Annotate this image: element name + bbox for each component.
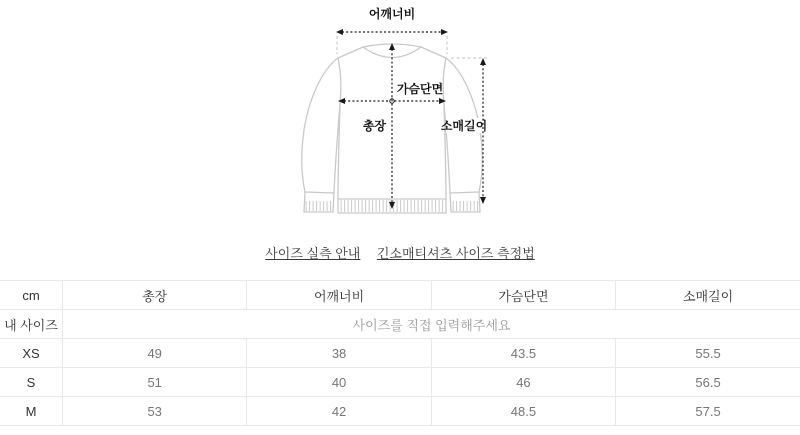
diagram-label-sleeve-length: 소매길이	[440, 119, 488, 133]
table-row-s	[0, 368, 800, 397]
diagram-label-chest-width: 가슴단면	[396, 82, 444, 96]
shoulder-width-arrow	[336, 29, 448, 35]
my-size-label: 내 사이즈	[0, 310, 63, 339]
guide-links	[0, 245, 800, 263]
size-measure-guide-link[interactable]: 사이즈 실측 안내	[265, 246, 361, 261]
cell-value: 48.5	[431, 397, 615, 426]
size-label-s: S	[0, 368, 63, 397]
diagram-label-shoulder-width: 어깨너비	[368, 7, 416, 21]
cell-value: 51	[63, 368, 247, 397]
col-header-chest-width: 가슴단면	[431, 281, 615, 310]
cell-value: 43.5	[431, 339, 615, 368]
col-header-shoulder-width: 어깨너비	[247, 281, 431, 310]
table-row-m	[0, 397, 800, 426]
my-size-row	[0, 310, 800, 339]
cell-value: 49	[63, 339, 247, 368]
size-table	[0, 280, 800, 426]
size-label-m: M	[0, 397, 63, 426]
extension-guides	[337, 36, 488, 58]
cell-value: 55.5	[616, 339, 800, 368]
cell-value: 40	[247, 368, 431, 397]
col-header-sleeve-length: 소매길이	[616, 281, 800, 310]
cell-value: 38	[247, 339, 431, 368]
size-label-xs: XS	[0, 339, 63, 368]
size-table-header-row	[0, 281, 800, 310]
cell-value: 46	[431, 368, 615, 397]
my-size-input-cell[interactable]: 사이즈를 직접 입력해주세요	[63, 310, 800, 339]
cell-value: 53	[63, 397, 247, 426]
diagram-label-total-length: 총장	[362, 119, 386, 133]
cell-value: 56.5	[616, 368, 800, 397]
col-header-unit: cm	[0, 281, 63, 310]
total-length-arrow	[389, 43, 395, 209]
cell-value: 42	[247, 397, 431, 426]
tshirt-measure-method-link[interactable]: 긴소매티셔츠 사이즈 측정법	[376, 246, 535, 261]
col-header-total-length: 총장	[63, 281, 247, 310]
cell-value: 57.5	[616, 397, 800, 426]
table-row-xs	[0, 339, 800, 368]
